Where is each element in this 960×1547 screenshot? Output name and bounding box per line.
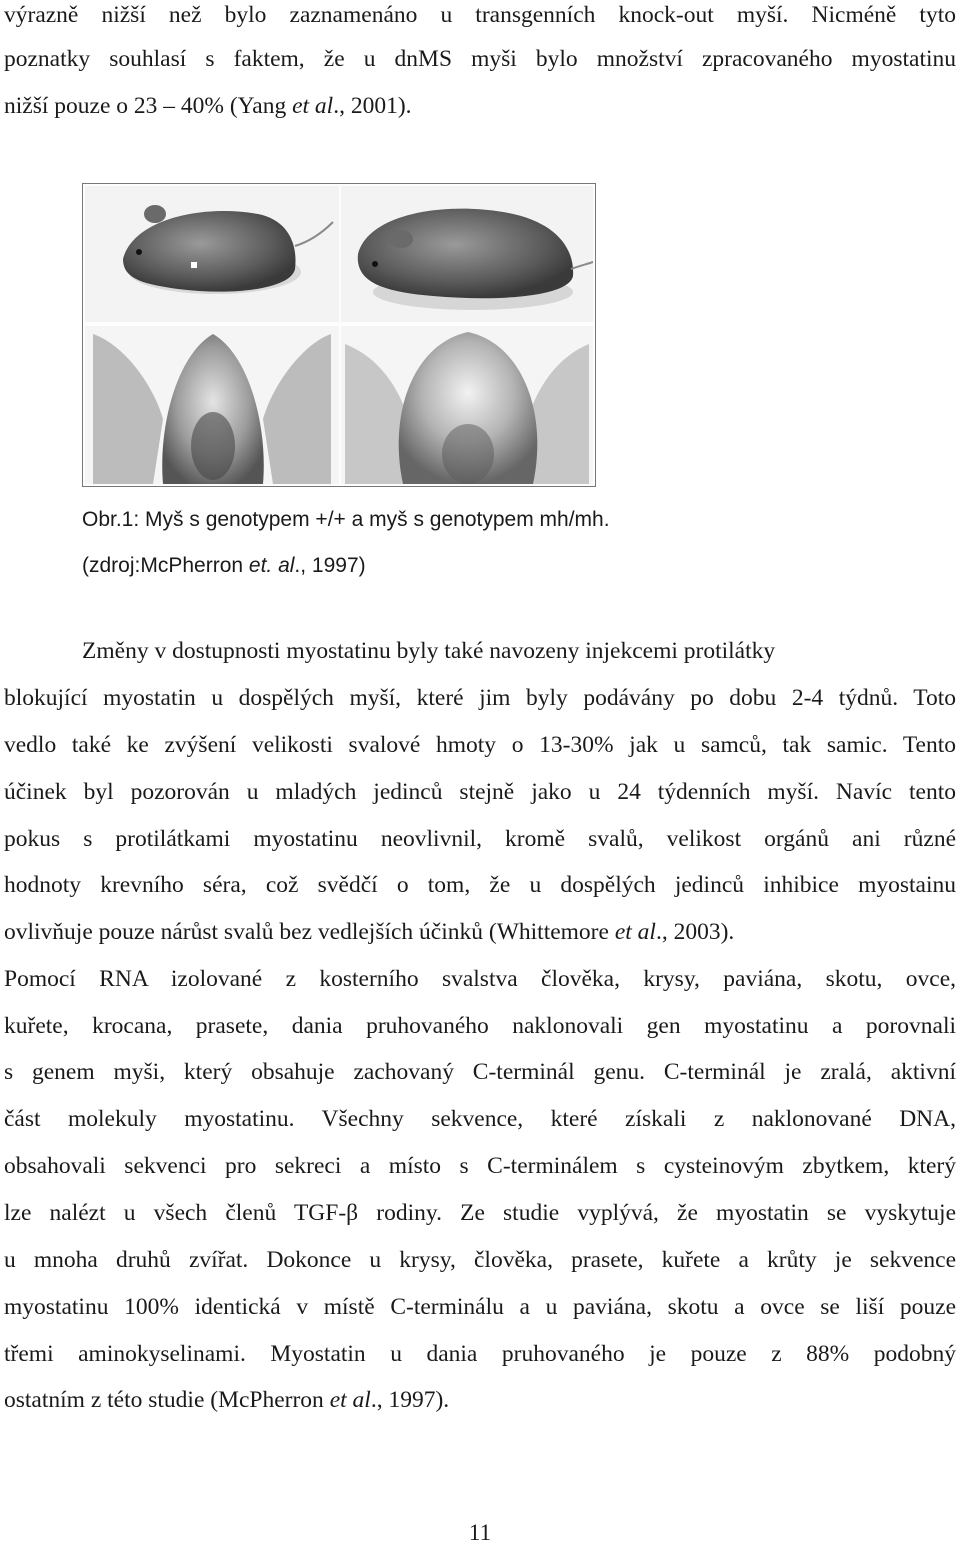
figure-source	[82, 551, 956, 581]
text-run-italic: et al	[292, 93, 334, 119]
paragraph-line-2: blokující myostatin u dospělých myší, které jim byly podávány po dobu 2-4 týdnů. Toto	[4, 685, 956, 711]
top-line-2: poznatky souhlasí s faktem, že u dnMS myši bylo množství zpracovaného myostatinu	[4, 46, 956, 72]
text-run: nižší pouze o 23 – 40% (Yang	[4, 93, 293, 119]
paragraph-line-15: myostatinu 100% identická v místě C-terminálu a u paviána, skotu a ovce se liší pouze	[4, 1294, 956, 1320]
paragraph-line-4: účinek byl pozorován u mladých jedinců stejně jako u 24 týdenních myší. Navíc tento	[4, 779, 956, 805]
photo-wildtype-mouse	[85, 186, 339, 322]
text-run: ovlivňuje pouze nárůst svalů bez vedlejších účinků (Whittemore	[4, 919, 615, 945]
paragraph-line-17	[4, 1385, 956, 1415]
top-line-1: výrazně nižší než bylo zaznamenáno u transgenních knock-out myší. Nicméně tyto	[4, 2, 956, 28]
figure-photo-grid	[83, 184, 595, 486]
paragraph-line-14: u mnoha druhů zvířat. Dokonce u krysy, člověka, prasete, kuřete a krůty je sekvence	[4, 1247, 956, 1273]
top-line-3	[4, 91, 956, 121]
paragraph-line-8: Pomocí RNA izolované z kosterního svalstva člověka, krysy, paviána, skotu, ovce,	[4, 966, 956, 992]
paragraph-line-3: vedlo také ke zvýšení velikosti svalové hmoty o 13-30% jak u samců, tak samic. Tento	[4, 732, 956, 758]
paragraph-line-16: třemi aminokyselinami. Myostatin u dania pruhovaného je pouze z 88% podobný	[4, 1341, 956, 1367]
figure-caption: Obr.1: Myš s genotypem +/+ a myš s genotypem mh/mh.	[82, 508, 610, 531]
photo-mutant-mouse	[341, 186, 593, 322]
paragraph-line-6: hodnoty krevního séra, což svědčí o tom, že u dospělých jedinců inhibice myostainu	[4, 872, 956, 898]
text-run-italic: et. al	[248, 554, 295, 577]
text-run: (zdroj:McPherron	[82, 554, 249, 577]
text-run: ., 2001).	[333, 93, 412, 119]
paragraph-line-7	[4, 917, 956, 947]
text-run-italic: et al	[614, 919, 656, 945]
page-number: 11	[468, 1520, 492, 1545]
paragraph-line-13: lze nalézt u všech členů TGF-β rodiny. Ze studie vyplývá, že myostatin se vyskytuje	[4, 1200, 956, 1226]
text-run-italic: et al	[329, 1387, 371, 1413]
paragraph-line-12: obsahovali sekvenci pro sekreci a místo s C-terminálem s cysteinovým zbytkem, který	[4, 1153, 956, 1179]
figure-mouse-photos	[82, 183, 596, 487]
text-run: ostatním z této studie (McPherron	[4, 1387, 330, 1413]
paragraph-line-5: pokus s protilátkami myostatinu neovlivnil, kromě svalů, velikost orgánů ani různé	[4, 826, 956, 852]
photo-mutant-muscle	[341, 326, 593, 484]
paragraph-line-9: kuřete, krocana, prasete, dania pruhovaného naklonovali gen myostatinu a porovnali	[4, 1013, 956, 1039]
text-run: ., 2003).	[655, 919, 735, 945]
paragraph-line-1: Změny v dostupnosti myostatinu byly také navozeny injekcemi protilátky	[82, 638, 776, 664]
paragraph-line-10: s genem myši, který obsahuje zachovaný C-terminál genu. C-terminál je zralá, aktivní	[4, 1059, 956, 1085]
paragraph-line-11: část molekuly myostatinu. Všechny sekvence, které získali z naklonované DNA,	[4, 1106, 956, 1132]
text-run: ., 1997).	[370, 1387, 450, 1413]
photo-wildtype-muscle	[85, 326, 339, 484]
text-run: ., 1997)	[294, 554, 366, 577]
